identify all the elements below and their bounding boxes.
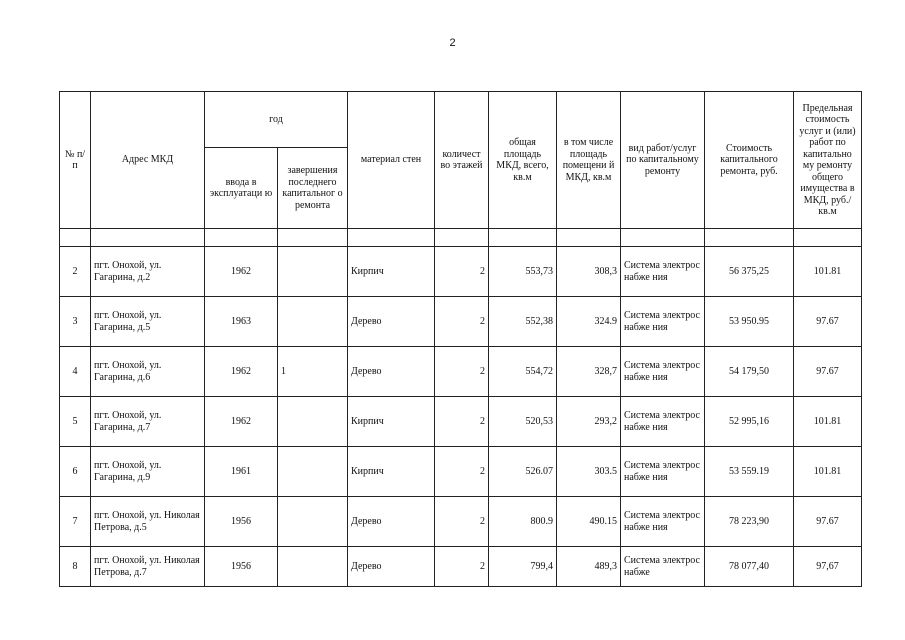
table-row: [60, 447, 862, 497]
cell-material: Дерево: [348, 547, 435, 587]
cell-num: 6: [60, 447, 91, 497]
cell-repair-cost: 53 950.95: [705, 297, 794, 347]
header-work-type: вид работ/услуг по капитальному ремонту: [621, 92, 705, 229]
cell-work-type: Система электроснабже ния: [621, 297, 705, 347]
header-address: Адрес МКД: [91, 92, 205, 229]
cell-num: 4: [60, 347, 91, 397]
cell-premises-area: 293,2: [557, 397, 621, 447]
cell-total-area: 554,72: [489, 347, 557, 397]
cell-year-repair: [278, 297, 348, 347]
table-row: [60, 397, 862, 447]
cell-max-cost: 97.67: [794, 297, 862, 347]
header-repair-cost: Стоимость капитального ремонта, руб.: [705, 92, 794, 229]
cell-total-area: 553,73: [489, 247, 557, 297]
cell-material: Кирпич: [348, 447, 435, 497]
cell-repair-cost: 78 223,90: [705, 497, 794, 547]
cell-year-repair: [278, 547, 348, 587]
page-number: 2: [449, 37, 456, 49]
cell-num: 7: [60, 497, 91, 547]
cell-premises-area: 490.15: [557, 497, 621, 547]
repair-table: [59, 91, 862, 587]
cell-max-cost: 101.81: [794, 447, 862, 497]
cell-floors: 2: [435, 447, 489, 497]
cell-premises-area: 308,3: [557, 247, 621, 297]
table-row: [60, 347, 862, 397]
header-year-start: ввода в эксплуатаци ю: [205, 148, 278, 229]
cell-material: Кирпич: [348, 397, 435, 447]
table-row: [60, 547, 862, 587]
header-premises-area: в том числе площадь помещени й МКД, кв.м: [557, 92, 621, 229]
cell-year-repair: [278, 497, 348, 547]
cell-max-cost: 97,67: [794, 547, 862, 587]
cell-num: 5: [60, 397, 91, 447]
spacer-row: [60, 229, 862, 247]
cell-max-cost: 101.81: [794, 397, 862, 447]
table-row: [60, 297, 862, 347]
cell-address: пгт. Онохой, ул. Гагарина, д.9: [91, 447, 205, 497]
cell-material: Дерево: [348, 497, 435, 547]
cell-work-type: Система электроснабже ния: [621, 397, 705, 447]
cell-num: 3: [60, 297, 91, 347]
header-max-cost: Предельная стоимость услуг и (или) работ по капитально му ремонту общего имущества в МКД, руб./кв.м: [794, 92, 862, 229]
header-year-group: год: [205, 92, 348, 148]
table-row: [60, 247, 862, 297]
cell-work-type: Система электроснабже ния: [621, 247, 705, 297]
cell-year-start: 1963: [205, 297, 278, 347]
cell-work-type: Система электроснабже: [621, 547, 705, 587]
cell-material: Дерево: [348, 347, 435, 397]
cell-floors: 2: [435, 297, 489, 347]
table-row: [60, 497, 862, 547]
header-year-repair: завершения последнего капитальног о ремонта: [278, 148, 348, 229]
header-wall-material: материал стен: [348, 92, 435, 229]
cell-max-cost: 97.67: [794, 497, 862, 547]
cell-work-type: Система электроснабже ния: [621, 497, 705, 547]
cell-premises-area: 303.5: [557, 447, 621, 497]
cell-year-start: 1962: [205, 397, 278, 447]
cell-address: пгт. Онохой, ул. Николая Петрова, д.5: [91, 497, 205, 547]
cell-address: пгт. Онохой, ул. Гагарина, д.7: [91, 397, 205, 447]
cell-premises-area: 324.9: [557, 297, 621, 347]
cell-max-cost: 101.81: [794, 247, 862, 297]
cell-repair-cost: 54 179,50: [705, 347, 794, 397]
header-num: № п/п: [60, 92, 91, 229]
cell-total-area: 800.9: [489, 497, 557, 547]
cell-total-area: 799,4: [489, 547, 557, 587]
cell-total-area: 520,53: [489, 397, 557, 447]
cell-year-start: 1962: [205, 347, 278, 397]
cell-num: 2: [60, 247, 91, 297]
cell-year-repair: [278, 397, 348, 447]
cell-floors: 2: [435, 347, 489, 397]
cell-year-repair: [278, 247, 348, 297]
cell-floors: 2: [435, 497, 489, 547]
cell-repair-cost: 53 559.19: [705, 447, 794, 497]
cell-year-repair: 1: [278, 347, 348, 397]
cell-premises-area: 328,7: [557, 347, 621, 397]
cell-total-area: 526.07: [489, 447, 557, 497]
cell-material: Кирпич: [348, 247, 435, 297]
cell-floors: 2: [435, 547, 489, 587]
cell-work-type: Система электроснабже ния: [621, 447, 705, 497]
cell-floors: 2: [435, 397, 489, 447]
cell-year-start: 1956: [205, 547, 278, 587]
cell-floors: 2: [435, 247, 489, 297]
cell-max-cost: 97.67: [794, 347, 862, 397]
cell-num: 8: [60, 547, 91, 587]
cell-repair-cost: 52 995,16: [705, 397, 794, 447]
cell-total-area: 552,38: [489, 297, 557, 347]
cell-material: Дерево: [348, 297, 435, 347]
cell-year-start: 1956: [205, 497, 278, 547]
cell-address: пгт. Онохой, ул. Гагарина, д.5: [91, 297, 205, 347]
cell-address: пгт. Онохой, ул. Гагарина, д.6: [91, 347, 205, 397]
header-floors: количест во этажей: [435, 92, 489, 229]
cell-repair-cost: 56 375,25: [705, 247, 794, 297]
cell-year-start: 1961: [205, 447, 278, 497]
cell-repair-cost: 78 077,40: [705, 547, 794, 587]
cell-year-start: 1962: [205, 247, 278, 297]
cell-work-type: Система электроснабже ния: [621, 347, 705, 397]
cell-address: пгт. Онохой, ул. Николая Петрова, д.7: [91, 547, 205, 587]
cell-address: пгт. Онохой, ул. Гагарина, д.2: [91, 247, 205, 297]
cell-premises-area: 489,3: [557, 547, 621, 587]
header-total-area: общая площадь МКД, всего, кв.м: [489, 92, 557, 229]
cell-year-repair: [278, 447, 348, 497]
